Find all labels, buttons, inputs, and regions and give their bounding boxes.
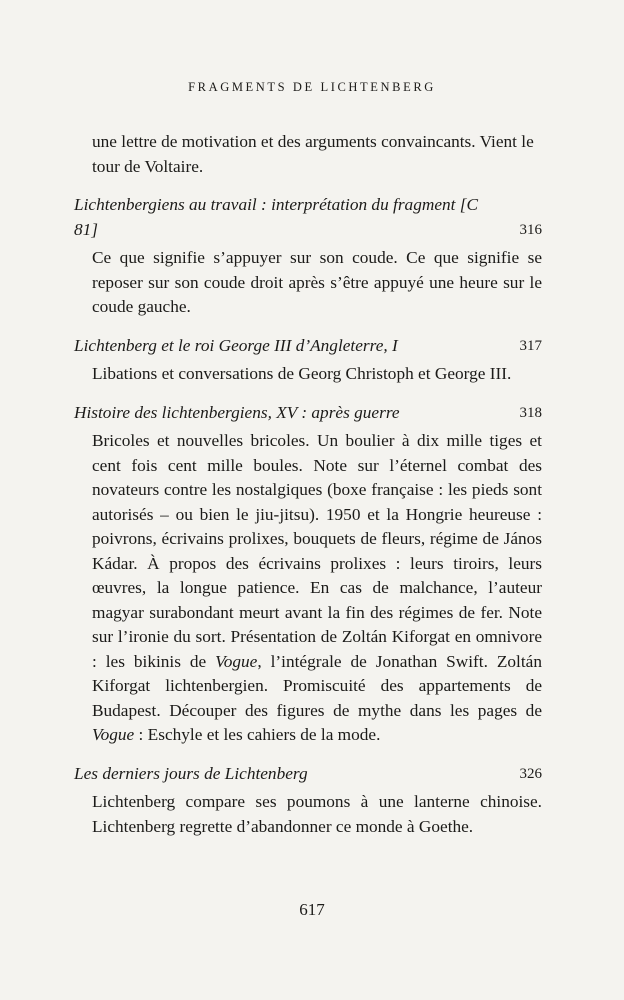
- entry-page-number: 326: [519, 765, 542, 782]
- toc-entry: [74, 401, 542, 748]
- entry-heading: [74, 334, 542, 359]
- toc-entry-continued: [74, 130, 542, 179]
- entry-description: Ce que signifie s’appuyer sur son coude. Ce que signifie se reposer sur son coude droit après s’être appuyé une heure sur le coude gauche.: [92, 248, 542, 316]
- toc-entry: [74, 193, 542, 320]
- description-text: Bricoles et nouvelles bricoles. Un boulier à dix mille tiges et cent fois cent mille boules. Note sur l’éternel combat des novateurs contre les nostalgiques (boxe française : les pieds sont autorisés – ou bien le jiu-jitsu). 1950 et la Hongrie heureuse : poivrons, écrivains prolixes, bouquets de fleurs, régime de János Kádar. À propos des écrivains prolixes : leurs tiroirs, leurs œuvres, la longue patience. En cas de malchance, l’auteur magyar surabondant meurt avant la fin des régimes de fer. Note sur l’ironie du sort. Présentation de Zoltán Kiforgat en omnivore : les bikinis de: [92, 431, 542, 671]
- entry-description: Lichtenberg compare ses poumons à une lanterne chinoise. Lichtenberg regrette d’abandonner ce monde à Goethe.: [92, 792, 542, 836]
- entry-title: Lichtenberg et le roi George III d’Angleterre, I: [74, 335, 398, 355]
- entry-title: Lichtenbergiens au travail : interprétation du fragment [C 81]: [74, 195, 478, 239]
- entry-heading: [74, 193, 542, 242]
- entry-title: Histoire des lichtenbergiens, XV : après guerre: [74, 402, 400, 422]
- entry-page-number: 317: [519, 337, 542, 354]
- entry-page-number: 318: [519, 404, 542, 421]
- magazine-title: Vogue: [92, 725, 135, 744]
- toc-entry: [74, 334, 542, 387]
- entry-description: une lettre de motivation et des arguments convaincants. Vient le tour de Voltaire.: [92, 132, 534, 176]
- entry-title: Les derniers jours de Lichtenberg: [74, 763, 308, 783]
- entry-page-number: 316: [519, 221, 542, 238]
- table-of-contents: [74, 126, 542, 853]
- magazine-title: Vogue: [215, 651, 258, 671]
- entry-heading: [74, 762, 542, 787]
- running-head: FRAGMENTS DE LICHTENBERG: [188, 80, 436, 94]
- description-text: : Eschyle et les cahiers de la mode.: [134, 725, 381, 744]
- entry-description: Libations et conversations de Georg Christoph et George III.: [92, 364, 512, 383]
- entry-description: [74, 429, 542, 748]
- page-number: 617: [299, 900, 325, 919]
- entry-heading: [74, 401, 542, 426]
- toc-entry: [74, 762, 542, 840]
- description-text: , l’intégrale de Jonathan Swift. Zoltán Kiforgat lichtenbergien. Promiscuité des appartements de Budapest. Découper des figures de mythe dans les pages de: [92, 651, 542, 720]
